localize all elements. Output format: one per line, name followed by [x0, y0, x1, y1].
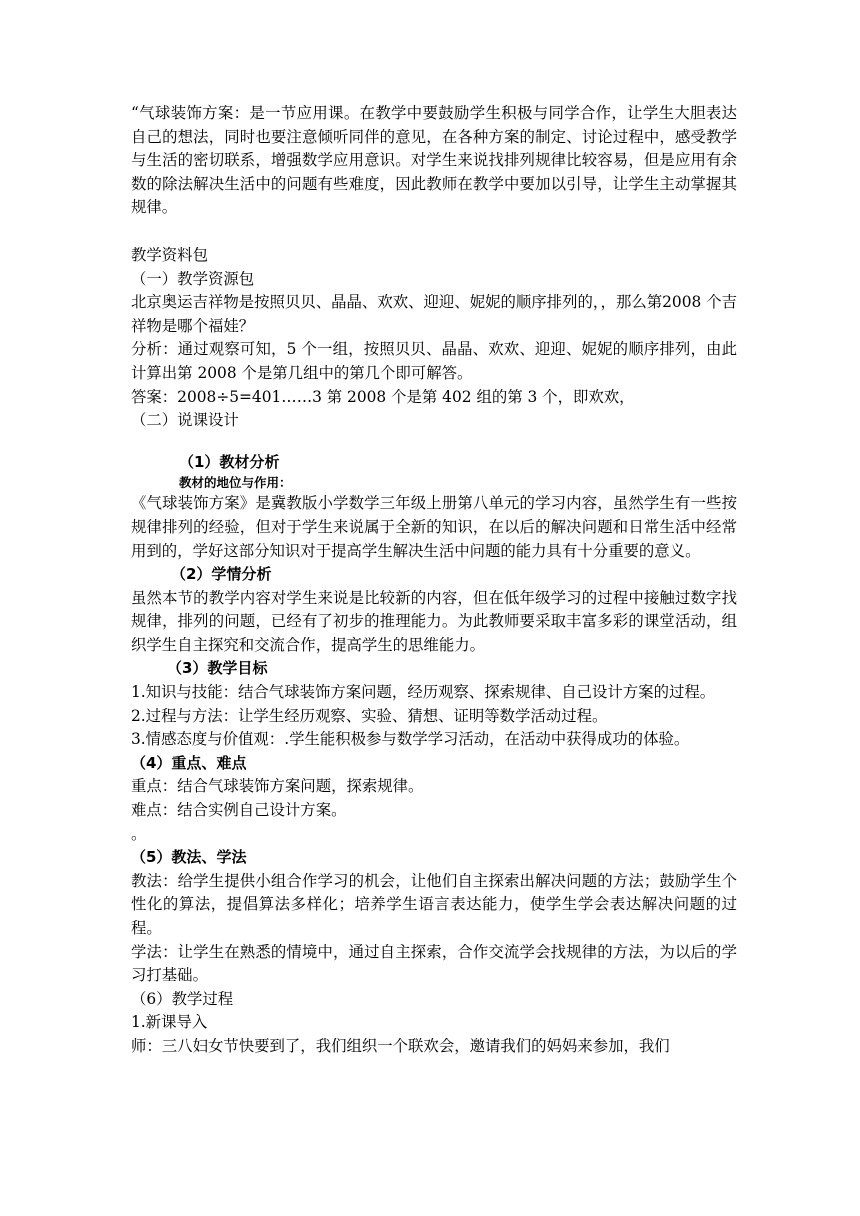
goal-1: 1.知识与技能：结合气球装饰方案问题，经历观察、探索规律、自己设计方案的过程。 — [131, 683, 716, 702]
intro-paragraph: “气球装饰方案：是一节应用课。在教学中要鼓励学生积极与同学合作，让学生大胆表达自己的想法，同时也要注意倾听同伴的意见，在各种方案的制定、讨论过程中，感受教学与生活的密切联系，增强数学应用意识。对学生来说找排列规律比较容易，但是应用有余数的除法解决生活中的问题有些难度，因此教师在教学中要加以引导，让学生主动掌握其规律。 — [131, 104, 737, 217]
step-1: 1.新课导入 — [131, 1013, 208, 1032]
resource-title: 教学资料包 — [131, 245, 208, 264]
section-2-body: 虽然本节的教学内容对学生来说是比较新的内容，但在低年级学习的过程中接触过数字找规律，排列的问题，已经有了初步的推理能力。为此教师要采取丰富多彩的课堂活动，组织学生自主探究和交流合作，提高学生的思维能力。 — [131, 588, 737, 654]
section-3-heading: （3）教学目标 — [167, 659, 268, 678]
section-6-heading: （6）教学过程 — [131, 989, 234, 1008]
learning-method: 学法：让学生在熟悉的情境中，通过自主探索，合作交流学会找规律的方法，为以后的学习打基础。 — [131, 942, 737, 985]
spacer — [131, 433, 737, 451]
question-paragraph: 北京奥运吉祥物是按照贝贝、晶晶、欢欢、迎迎、妮妮的顺序排列的，，那么第2008 个吉祥物是哪个福娃？ — [131, 293, 737, 335]
resource-subtitle-1: （一）教学资源包 — [131, 269, 255, 288]
section-1-heading: （1）教材分析 — [179, 452, 280, 471]
teacher-line: 师：三八妇女节快要到了，我们组织一个联欢会，邀请我们的妈妈来参加，我们 — [131, 1036, 670, 1055]
teaching-method: 教法：给学生提供小组合作学习的机会，让他们自主探索出解决问题的方法；鼓励学生个性化的算法，提倡算法多样化；培养学生语言表达能力，使学生学会表达解决问题的过程。 — [131, 871, 737, 937]
answer-paragraph: 答案：2008÷5=401……3 第 2008 个是第 402 组的第 3 个，即欢欢， — [131, 387, 635, 406]
stray-mark: 。 — [131, 824, 147, 843]
section-2-heading: （2）学情分析 — [171, 565, 272, 584]
key-point: 重点：结合气球装饰方案问题，探索规律。 — [131, 777, 424, 796]
document-body — [131, 102, 737, 1059]
goal-2: 2.过程与方法：让学生经历观察、实验、猜想、证明等数学活动过程。 — [131, 706, 608, 725]
analysis-paragraph: 分析：通过观察可知，5 个一组，按照贝贝、晶晶、欢欢、迎迎、妮妮的顺序排列，由此计算出第 2008 个是第几组中的第几个即可解答。 — [131, 340, 737, 382]
section-1-body: 《气球装饰方案》是冀教版小学数学三年级上册第八单元的学习内容，虽然学生有一些按规律排列的经验，但对于学生来说属于全新的知识，在以后的解决问题和日常生活中经常用到的，学好这部分知识对于提高学生解决生活中问题的能力具有十分重要的意义。 — [131, 494, 737, 560]
section-5-heading: （5）教法、学法 — [131, 848, 247, 867]
goal-3: 3.情感态度与价值观：.学生能积极参与数学学习活动，在活动中获得成功的体验。 — [131, 730, 690, 749]
difficulty: 难点：结合实例自己设计方案。 — [131, 801, 347, 820]
resource-subtitle-2: （二）说课设计 — [131, 411, 239, 430]
section-1-subheading: 教材的地位与作用： — [179, 475, 292, 491]
section-4-heading: （4）重点、难点 — [131, 753, 247, 772]
spacer — [131, 220, 737, 244]
